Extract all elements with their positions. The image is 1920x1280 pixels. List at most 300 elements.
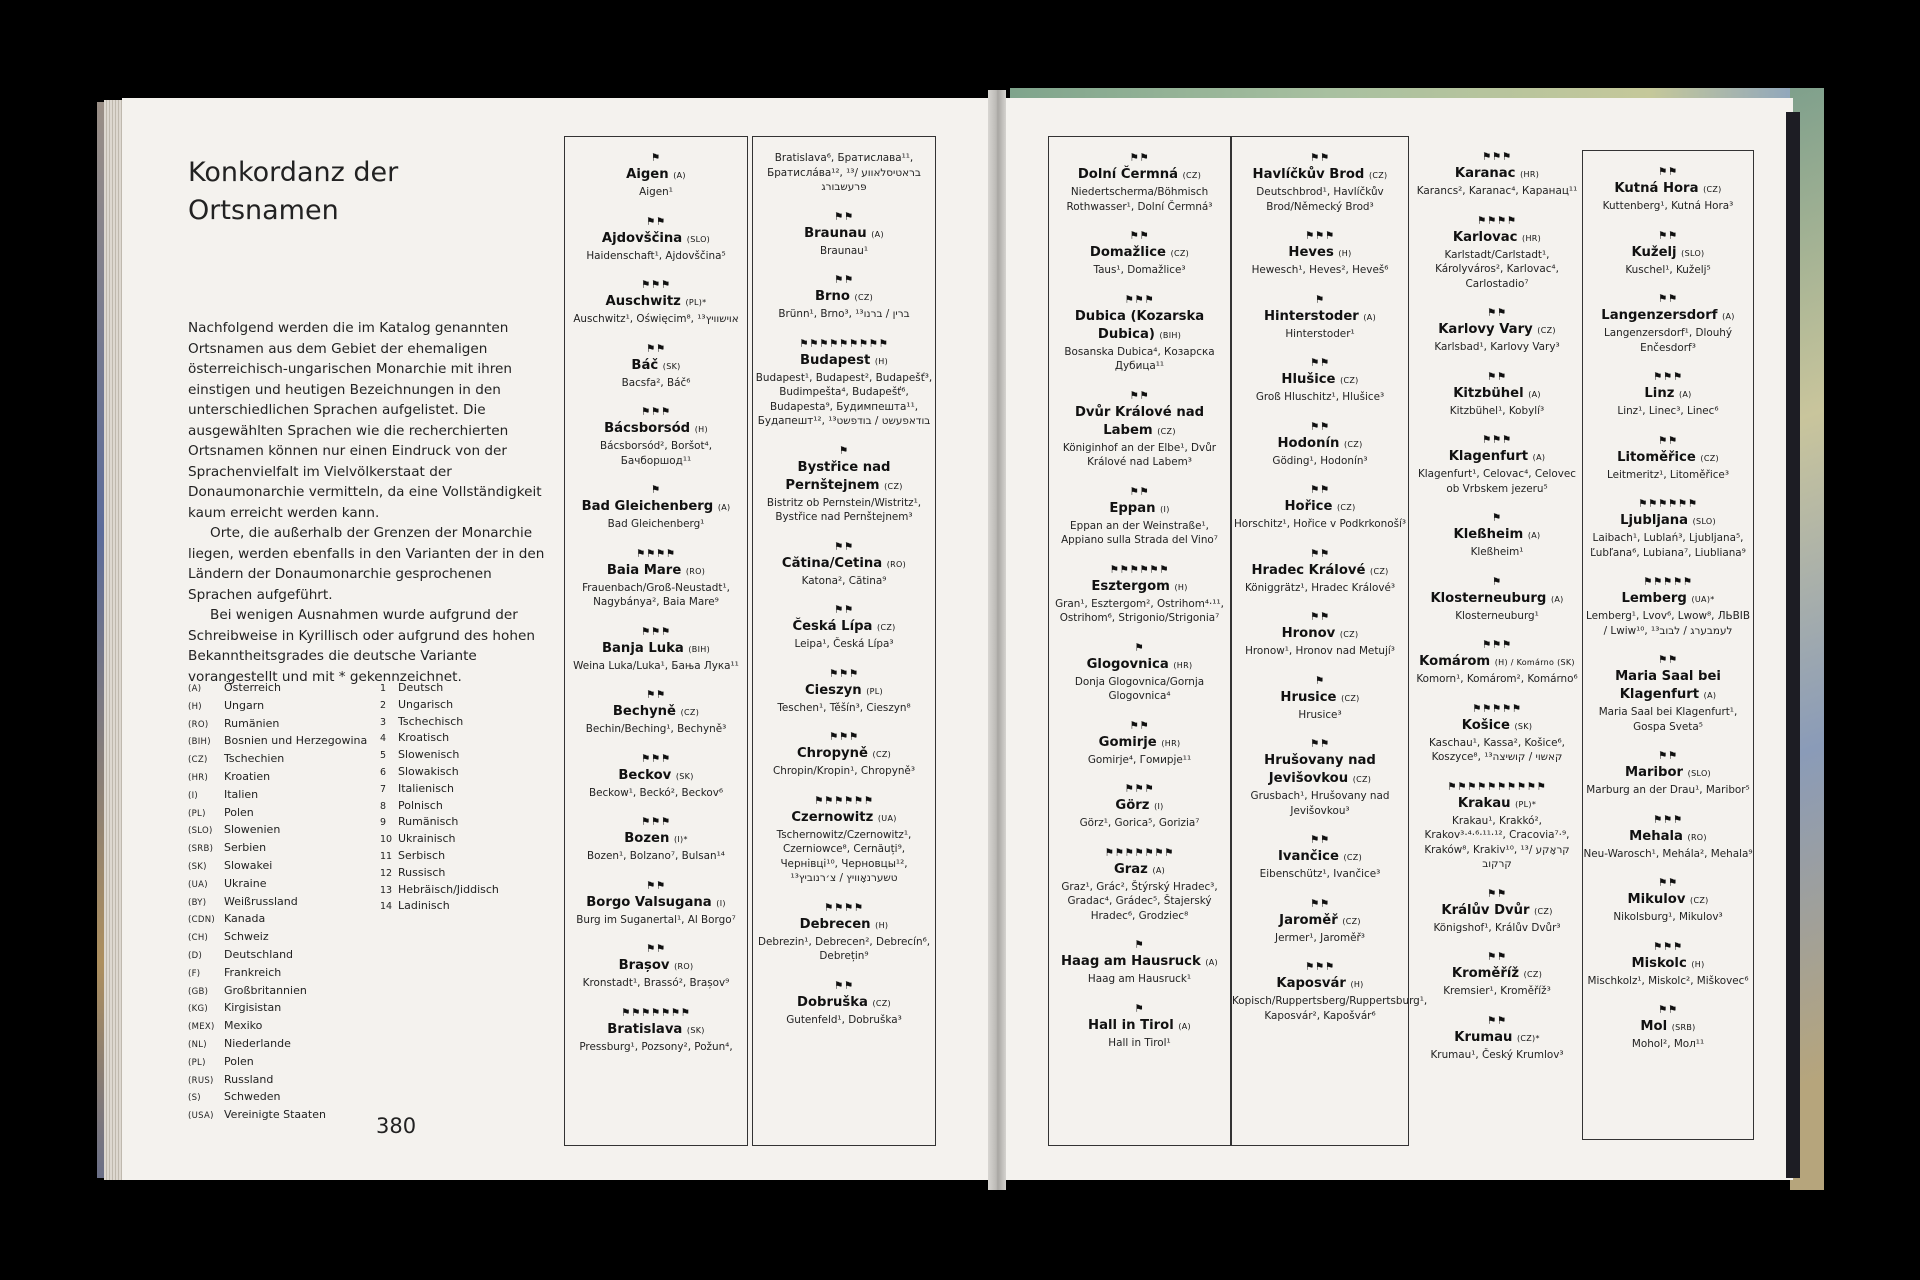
country-code: (I) (716, 898, 726, 908)
flag-icons: ⚑⚑⚑ (1653, 940, 1683, 953)
language-legend-row (380, 831, 499, 848)
place-name-text: Jaroměř (1279, 912, 1338, 928)
country-code: (A) (188, 684, 202, 694)
alternative-names: Leitmeritz¹, Litoměřice³ (1607, 468, 1729, 481)
language-number: 11 (380, 850, 393, 862)
place-name (1412, 1029, 1582, 1048)
language-legend-row (380, 882, 499, 899)
place-name (1049, 500, 1230, 519)
country-name: Tschechien (224, 752, 285, 766)
place-name (1583, 668, 1753, 705)
concordance-entry (1583, 497, 1753, 560)
place-name (565, 562, 747, 581)
flag-icons: ⚑⚑⚑ (641, 816, 671, 828)
flag-icons: ⚑⚑ (1658, 654, 1678, 666)
flag-icons: ⚑⚑ (1129, 152, 1150, 164)
alternative-names: Kronstadt¹, Brassó², Brașov⁹ (582, 977, 730, 989)
alternative-names: Kremsier¹, Kroměříž³ (1443, 985, 1551, 997)
flag-icons: ⚑⚑ (1658, 434, 1678, 447)
alternative-names: Eibenschütz¹, Ivančice³ (1259, 868, 1381, 880)
country-code: (SLO) (1692, 517, 1716, 526)
country-code: (BIH) (1159, 330, 1182, 340)
concordance-entry (753, 444, 935, 525)
flag-icons: ⚑ (839, 444, 849, 457)
concordance-entry (1412, 150, 1582, 199)
country-code: (CZ) (1352, 775, 1372, 784)
place-name (1232, 562, 1408, 581)
concordance-entry (1232, 610, 1408, 659)
flag-icons: ⚑⚑⚑ (641, 625, 671, 638)
alternative-names: Königgrätz¹, Hradec Králové³ (1244, 581, 1396, 594)
country-code: (KG) (188, 1004, 208, 1015)
alternative-names: Göding¹, Hodonín³ (1272, 454, 1368, 467)
flag-icons: ⚑⚑⚑⚑ (824, 901, 864, 914)
concordance-entry (1049, 846, 1230, 924)
concordance-entry (1412, 370, 1582, 419)
place-name-text: Litoměřice (1617, 449, 1696, 465)
place-name-text: Králův Dvůr (1441, 902, 1530, 918)
country-name: Polen (224, 1054, 254, 1068)
place-name-text: Braunau (804, 225, 867, 241)
place-name-text: Eppan (1109, 500, 1156, 516)
country-name: Kroatien (224, 769, 271, 783)
flag-icons: ⚑⚑ (1310, 152, 1330, 164)
flag-icons: ⚑⚑ (1310, 738, 1330, 750)
language-name: Polnisch (398, 798, 443, 812)
country-code: (A) (871, 229, 884, 239)
alternative-names: Kuschel¹, Kuželj⁵ (1625, 263, 1711, 276)
country-code: (SK) (1514, 721, 1533, 731)
country-code: (HR) (1520, 170, 1540, 179)
alternative-names: Haag am Hausruck¹ (1087, 973, 1192, 985)
country-legend-row (188, 769, 367, 787)
country-code: (S) (188, 1093, 201, 1104)
country-code: (CZ) (872, 998, 891, 1008)
place-name (1049, 308, 1230, 345)
place-name (565, 703, 747, 722)
flag-icons: ⚑⚑⚑ (829, 731, 859, 743)
country-code: (UA)* (1691, 595, 1715, 604)
country-code: (PL) (866, 686, 883, 696)
country-code: (CZ) (872, 750, 892, 759)
country-code: (CZ) (1368, 171, 1388, 180)
place-name (753, 994, 935, 1013)
alternative-names: Taus¹, Domažlice³ (1093, 264, 1186, 276)
language-number: 5 (380, 750, 387, 762)
country-code: (A) (673, 171, 686, 180)
language-legend-row (380, 730, 499, 747)
place-name (565, 957, 747, 976)
concordance-entry (1049, 485, 1230, 548)
place-name-text: Görz (1115, 798, 1150, 813)
country-code: (SLO) (1681, 248, 1705, 258)
concordance-entry (1232, 293, 1408, 342)
place-name (1583, 307, 1753, 326)
country-code: (CZ) (188, 755, 208, 766)
country-legend-row (188, 965, 367, 983)
concordance-entry (1232, 151, 1408, 214)
flag-icons: ⚑⚑ (646, 215, 666, 228)
place-name (565, 357, 747, 376)
concordance-entry (753, 210, 935, 259)
alternative-names: Marburg an der Drau¹, Maribor⁵ (1586, 784, 1750, 796)
flag-icons: ⚑⚑⚑⚑⚑ (1643, 576, 1693, 588)
place-name-text: Kutná Hora (1614, 181, 1699, 196)
alternative-names: Auschwitz¹, Oświęcim⁸, ¹³אוישוויץ (573, 313, 739, 325)
alternative-names: Mischkolz¹, Miskolc², Miškovec⁶ (1587, 974, 1749, 987)
place-name-text: Lemberg (1621, 591, 1687, 606)
place-name-text: Aigen (626, 167, 669, 182)
country-name: Slowenien (224, 823, 281, 837)
concordance-entry (1049, 782, 1230, 831)
concordance-entry (1583, 575, 1753, 638)
language-name: Serbisch (398, 848, 446, 862)
country-legend-row (188, 911, 367, 929)
place-name-text: Krakau (1457, 795, 1511, 811)
place-name-text: Hlušice (1281, 372, 1336, 387)
place-name (753, 618, 935, 637)
concordance-entry (1049, 229, 1230, 278)
place-name (753, 352, 935, 371)
flag-icons: ⚑⚑ (1310, 547, 1330, 560)
alternative-names: Debrezin¹, Debrecen², Debrecín⁶, Debrețin⁹ (757, 935, 931, 962)
country-legend-row (188, 1072, 367, 1090)
flag-icons: ⚑⚑ (1658, 293, 1678, 305)
country-code: (A) (1532, 453, 1546, 462)
country-code: (CZ) (1182, 171, 1202, 180)
place-name (753, 225, 935, 244)
place-name (1583, 764, 1753, 783)
place-name-text: Kleßheim (1453, 527, 1524, 542)
place-name (565, 767, 747, 786)
country-code: (SRB) (188, 844, 214, 855)
country-code: (PL)* (1515, 799, 1537, 809)
place-name (565, 830, 747, 849)
country-code: (H) (1691, 959, 1705, 969)
place-name-text: Dubica (Kozarska Dubica) (1074, 308, 1205, 342)
flag-icons: ⚑⚑⚑ (1305, 961, 1335, 973)
country-legend-row (188, 680, 367, 698)
flag-icons: ⚑⚑⚑⚑ (636, 547, 676, 560)
country-name: Bosnien und Herzegowina (224, 734, 368, 748)
alternative-names: Pressburg¹, Pozsony², Požun⁴, (579, 1040, 733, 1053)
alternative-names: Nikolsburg¹, Mikulov³ (1613, 911, 1723, 923)
place-name-text: Budapest (799, 352, 871, 368)
place-name-text: Hronov (1281, 626, 1336, 641)
flag-icons: ⚑⚑ (1487, 1014, 1507, 1027)
country-code: (RO) (674, 962, 694, 971)
country-code: (A) (1178, 1021, 1191, 1031)
language-number: 7 (380, 783, 387, 795)
concordance-entry (1232, 674, 1408, 723)
concordance-entry (1412, 511, 1582, 560)
alternative-names: Donja Glogovnica/Gornja Glogovnica⁴ (1074, 675, 1205, 702)
flag-icons: ⚑⚑ (834, 604, 854, 616)
intro-paragraph-2: Orte, die außerhalb der Grenzen der Monarchie liegen, werden ebenfalls in den Varianten der in den Ländern der Donaumonarchie gesprochenen Sprachen aufgeführt. (188, 525, 545, 603)
alternative-names: Langenzersdorf¹, Dlouhý Enčesdorf³ (1603, 327, 1733, 354)
alternative-names: Chropin/Kropin¹, Chropyně³ (773, 765, 915, 777)
alternative-names: Karlsbad¹, Karlovy Vary³ (1434, 341, 1560, 353)
language-name: Kroatisch (398, 731, 450, 745)
flag-icons: ⚑ (1492, 512, 1502, 524)
flag-icons: ⚑⚑⚑⚑⚑ (1472, 702, 1522, 715)
place-name (1583, 955, 1753, 974)
country-legend (188, 680, 367, 1125)
alternative-names: Niedertscherma/Böhmisch Rothwasser¹, Dolní Čermná³ (1066, 186, 1213, 213)
place-name-text: Hořice (1284, 499, 1333, 514)
concordance-entry (753, 540, 935, 589)
country-code: (A) (1703, 691, 1717, 700)
country-code: (RO) (685, 566, 706, 576)
place-name (1583, 180, 1753, 199)
place-name (1583, 449, 1753, 468)
country-code: (PL) (188, 1057, 206, 1068)
country-code: (H) (1350, 980, 1364, 989)
alternative-names: Aigen¹ (639, 186, 673, 198)
place-name (753, 809, 935, 828)
concordance-entry (565, 879, 747, 928)
concordance-column-1 (564, 136, 748, 1146)
flag-icons: ⚑⚑ (1310, 484, 1330, 496)
concordance-entry (1232, 229, 1408, 278)
country-code: (A) (1363, 312, 1377, 322)
concordance-entry (753, 794, 935, 886)
alternative-names: Mohol², Мол¹¹ (1631, 1038, 1705, 1050)
country-legend-row (188, 894, 367, 912)
place-name-text: Česká Lípa (792, 619, 873, 634)
country-code: (CZ) (1342, 916, 1361, 926)
place-name-text: Ajdovščina (601, 230, 683, 246)
place-name (1049, 166, 1230, 185)
flag-icons: ⚑⚑⚑⚑⚑⚑⚑⚑⚑ (799, 337, 889, 350)
country-code: (HR) (1173, 660, 1193, 670)
concordance-entry (565, 342, 747, 391)
concordance-entry (1583, 653, 1753, 734)
concordance-entry (1232, 356, 1408, 405)
alternative-names: Königinhof an der Elbe¹, Dvůr Králové nad Labem³ (1062, 441, 1217, 468)
place-name-text: Mehala (1629, 828, 1683, 844)
flag-icons: ⚑⚑⚑⚑⚑⚑⚑ (1104, 846, 1175, 859)
language-legend-row (380, 764, 499, 781)
concordance-entry (1232, 483, 1408, 532)
place-name-text: Brașov (618, 958, 670, 973)
concordance-entry (753, 151, 935, 195)
place-name (1232, 498, 1408, 517)
concordance-entry (1412, 306, 1582, 355)
place-name (1583, 1018, 1753, 1037)
alternative-names: Groß Hluschitz¹, Hlušice³ (1255, 391, 1385, 403)
concordance-entry (1412, 1014, 1582, 1063)
alternative-names: Neu-Warosch¹, Mehála², Mehala⁹ (1583, 847, 1753, 860)
place-name (1412, 795, 1582, 814)
concordance-entry (1412, 702, 1582, 765)
concordance-column-6 (1582, 150, 1754, 1140)
country-code: (SRB) (1671, 1023, 1696, 1032)
flag-icons: ⚑⚑ (834, 979, 854, 992)
book-spine (988, 90, 1006, 1190)
concordance-entry (1583, 749, 1753, 798)
country-name: Deutschland (224, 947, 294, 961)
flag-icons: ⚑ (1134, 939, 1145, 951)
intro-paragraph-1: Nachfolgend werden die im Katalog genannten Ortsnamen aus dem Gebiet der ehemaligen österreichisch-ungarischen Monarchie mit ihren einstigen und heutigen Bezeichnungen in den unterschiedlichen Sprachen aufgelistet. Die ausgewählten Sprachen wie die recherchierten Ortsnamen können nur einen Eindruck von der Sprachenvielfalt im Vielvölkerstaat der Donaumonarchie vermitteln, da eine Vollständigkeit kaum erreicht werden kann. (188, 320, 542, 521)
language-number: 2 (380, 699, 387, 711)
concordance-entry (565, 483, 747, 532)
alternative-names: Katona², Cătina⁹ (801, 574, 887, 587)
language-name: Italienisch (398, 781, 454, 795)
concordance-entry (1583, 370, 1753, 419)
alternative-names: Hewesch¹, Heves², Heveš⁶ (1251, 264, 1389, 276)
flag-icons: ⚑⚑ (834, 210, 854, 223)
place-name (1412, 165, 1582, 184)
language-name: Hebräisch/Jiddisch (398, 882, 499, 896)
country-legend-row (188, 805, 367, 823)
place-name (753, 745, 935, 764)
place-name (753, 682, 935, 701)
place-name-text: Glogovnica (1086, 656, 1169, 672)
place-name-text: Karlovac (1452, 229, 1518, 245)
country-code: (PL)* (685, 298, 707, 307)
alternative-names: Bechin/Beching¹, Bechyně³ (585, 723, 727, 735)
country-code: (CZ) (1703, 185, 1722, 194)
country-legend-row (188, 698, 367, 716)
alternative-names: Klosterneuburg¹ (1455, 609, 1539, 622)
alternative-names: Bratislava⁶, Братислава¹¹, Братиcлáва¹², ¹³בראטיסלאווע / פּרעשבורג (767, 152, 921, 193)
place-name-text: Esztergom (1091, 578, 1170, 594)
alternative-names: Kopisch/Ruppertsberg/Ruppertsburg¹, Kaposvár², Kapošvár⁶ (1232, 995, 1428, 1022)
concordance-entry (1049, 389, 1230, 470)
country-name: Polen (224, 805, 254, 819)
concordance-entry (1583, 876, 1753, 925)
alternative-names: Hronow¹, Hronov nad Metují³ (1245, 645, 1395, 657)
country-code: (CZ) (1537, 326, 1556, 335)
country-code: (A) (1678, 390, 1692, 399)
country-code: (H) (1338, 249, 1352, 258)
country-legend-row (188, 751, 367, 769)
place-name (1232, 244, 1408, 263)
concordance-entry (565, 278, 747, 327)
country-name: Weißrussland (224, 894, 298, 908)
country-code: (H) (874, 356, 889, 366)
place-name-text: Domažlice (1089, 245, 1166, 260)
alternative-names: Maria Saal bei Klagenfurt¹, Gospa Sveta⁵ (1598, 706, 1738, 733)
country-name: Österreich (224, 681, 281, 694)
country-name: Ukraine (224, 876, 267, 890)
place-name (753, 555, 935, 574)
country-code: (F) (188, 968, 201, 979)
language-legend-row (380, 697, 499, 714)
country-code: (CZ) (1336, 503, 1356, 512)
place-name-text: Haag am Hausruck (1061, 954, 1201, 969)
language-legend-row (380, 865, 499, 882)
flag-icons: ⚑⚑⚑⚑⚑⚑ (814, 794, 874, 807)
flag-icons: ⚑⚑ (646, 689, 666, 701)
country-legend-row (188, 1054, 367, 1072)
language-name: Slowakisch (398, 764, 459, 778)
flag-icons: ⚑ (1492, 575, 1502, 588)
concordance-column-3 (1048, 136, 1231, 1146)
country-code: (CZ) (1523, 970, 1543, 979)
concordance-entry (565, 625, 747, 674)
country-legend-row (188, 1000, 367, 1018)
place-name-text: Hodonín (1277, 435, 1340, 451)
place-name (565, 894, 747, 913)
flag-icons: ⚑⚑ (646, 342, 666, 355)
country-name: Rumänien (224, 716, 280, 730)
place-name-text: Bratislava (607, 1021, 683, 1037)
country-legend-row (188, 1107, 367, 1125)
place-name-text: Dolní Čermná (1077, 167, 1179, 182)
place-name (1412, 229, 1582, 248)
concordance-column-5 (1412, 136, 1582, 1150)
place-name (1412, 590, 1582, 609)
place-name (1232, 308, 1408, 327)
flag-icons: ⚑ (1315, 674, 1325, 687)
place-name-text: Klagenfurt (1448, 449, 1529, 464)
alternative-names: Königshof¹, Králův Dvůr³ (1433, 921, 1561, 934)
country-code: (BIH) (188, 737, 211, 748)
country-legend-row (188, 1018, 367, 1036)
alternative-names: Komorn¹, Komárom², Komárno⁶ (1416, 673, 1578, 685)
country-code: (A) (1528, 389, 1541, 399)
country-legend-row (188, 983, 367, 1001)
concordance-entry (1583, 434, 1753, 483)
country-code: (SK) (675, 771, 694, 781)
concordance-entry (1049, 563, 1230, 626)
place-name (1232, 166, 1408, 185)
country-name: Schweiz (224, 930, 269, 944)
flag-icons: ⚑⚑ (1129, 389, 1150, 402)
place-name-text: Cieszyn (805, 682, 862, 698)
concordance-entry (1412, 638, 1582, 687)
country-code: (I) (1154, 802, 1164, 811)
flag-icons: ⚑ (1315, 293, 1325, 306)
concordance-entry (1412, 214, 1582, 292)
place-name (565, 420, 747, 439)
flag-icons: ⚑ (1134, 1002, 1145, 1015)
language-number: 6 (380, 766, 387, 778)
country-code: (HR) (1522, 233, 1542, 243)
place-name-text: Báč (631, 357, 659, 373)
flag-icons: ⚑ (1134, 641, 1145, 654)
country-code: (CZ) (1370, 566, 1389, 576)
flag-icons: ⚑⚑ (1487, 370, 1507, 383)
place-name (565, 166, 747, 185)
flag-icons: ⚑⚑⚑⚑⚑⚑⚑⚑⚑⚑ (1447, 780, 1547, 793)
place-name (1049, 953, 1230, 972)
concordance-entry (1583, 165, 1753, 214)
country-code: (BIH) (688, 644, 710, 654)
alternative-names: Budapest¹, Budapest², Budapešť³, Budimpešta⁴, Budapešť⁶, Budapesta⁹, Будимпешта¹¹, Будапешт¹², ¹³בודאפעשט / בודפשט (755, 371, 933, 427)
place-name (565, 293, 747, 312)
place-name (1232, 371, 1408, 390)
flag-icons: ⚑⚑⚑ (1305, 230, 1335, 242)
language-name: Tschechisch (398, 714, 464, 728)
country-code: (SLO) (188, 826, 213, 837)
alternative-names: Krakau¹, Krakkó², Krakov³·⁴·⁶·¹¹·¹², Cracovia⁷·⁹, Kraków⁸, Krakiv¹⁰, ¹³קראָקע / קרקוב (1424, 814, 1570, 870)
place-name (1412, 448, 1582, 467)
flag-icons: ⚑⚑ (1129, 230, 1150, 242)
flag-icons: ⚑⚑⚑⚑⚑⚑ (1638, 498, 1698, 510)
language-legend-row (380, 848, 499, 865)
place-name-text: Miskolc (1631, 955, 1687, 971)
flag-icons: ⚑⚑ (1658, 877, 1678, 889)
concordance-entry (753, 667, 935, 716)
book-cover-right-inner (1786, 112, 1800, 1178)
country-code: (CZ) (1157, 426, 1176, 436)
country-code: (BY) (188, 897, 207, 908)
alternative-names: Braunau¹ (819, 244, 869, 257)
flag-icons: ⚑⚑ (834, 274, 854, 286)
